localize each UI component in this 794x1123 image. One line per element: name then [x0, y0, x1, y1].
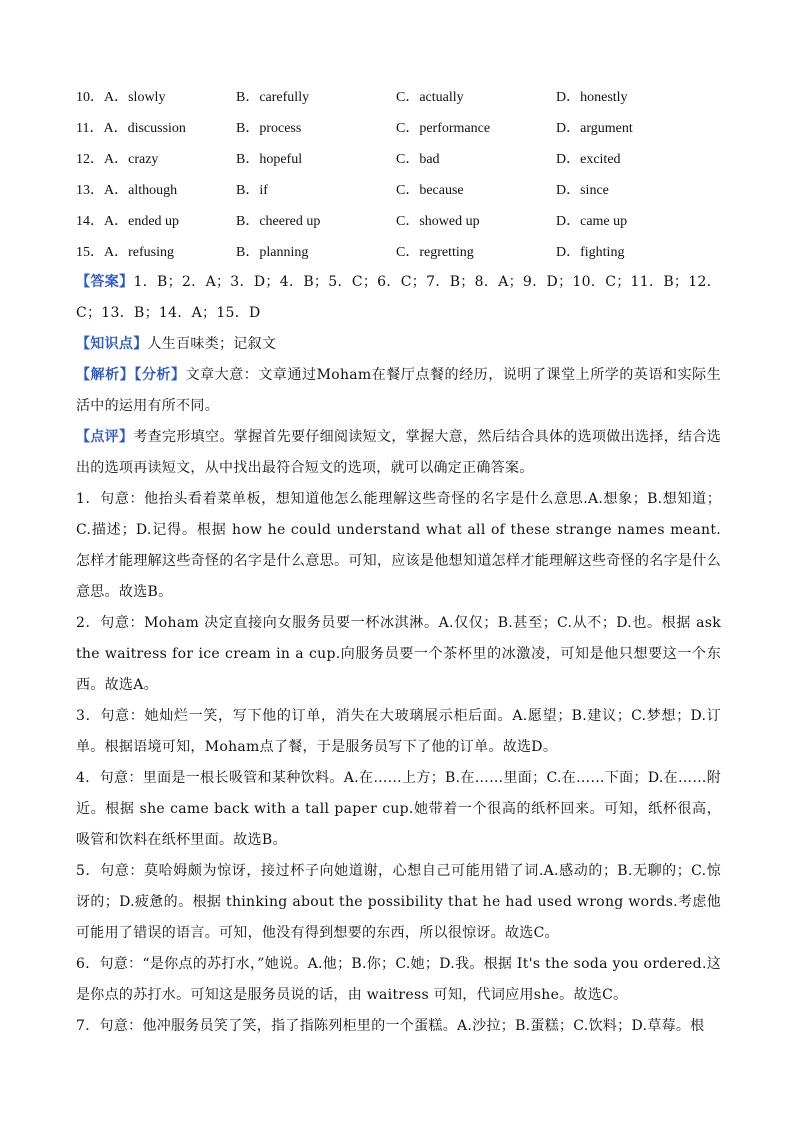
question-number: 12． [76, 151, 104, 167]
knowledge-text: 人生百味类；记叙文 [147, 336, 277, 352]
option-cell-with-number [76, 117, 236, 137]
analysis-text: 文章大意：文章通过Moham在餐厅点餐的经历，说明了课堂上所学的英语和实际生活中的运用有所不同。 [76, 367, 721, 414]
option-row [76, 204, 736, 235]
question-number: 10． [76, 89, 104, 105]
option-cell-with-number [76, 210, 236, 230]
option-b: B．hopeful [236, 151, 303, 167]
option-cell-with-number [76, 148, 236, 168]
answer-text: 1．B；2．A；3．D；4．B；5．C；6．C；7．B；8．A；9．D；10．C；11．B；12．C；13．B；14．A；15．D [76, 274, 722, 321]
option-a: A．discussion [103, 120, 186, 136]
option-c: C．performance [396, 120, 491, 136]
analysis-line [76, 360, 721, 422]
knowledge-tag: 【知识点】 [76, 336, 148, 352]
option-cell-with-number [76, 86, 236, 106]
option-d: D．fighting [556, 244, 625, 260]
option-b: B．process [236, 120, 302, 136]
option-a: A．refusing [104, 244, 174, 260]
option-c: C．showed up [396, 213, 480, 229]
option-b: B．if [236, 182, 268, 198]
answer-line [76, 267, 721, 329]
option-b: B．cheered up [236, 213, 321, 229]
option-c: C．actually [396, 89, 464, 105]
option-a: A．ended up [104, 213, 180, 229]
comment-line [76, 422, 721, 484]
comment-text: 考查完形填空。掌握首先要仔细阅读短文，掌握大意，然后结合具体的选项做出选择，结合选出的选项再读短文，从中找出最符合短文的选项，就可以确定正确答案。 [76, 429, 721, 476]
option-c: C．bad [396, 151, 440, 167]
comment-tag: 【点评】 [76, 429, 134, 445]
knowledge-line [76, 329, 721, 360]
option-row [76, 80, 736, 111]
option-list [76, 80, 736, 266]
option-cell-with-number [76, 179, 236, 199]
option-d: D．argument [556, 120, 633, 136]
explanation-item: 7．句意：他冲服务员笑了笑，指了指陈列柜里的一个蛋糕。A.沙拉；B.蛋糕；C.饮料；D.草莓。根 [76, 1018, 705, 1034]
explanation-item: 4．句意：里面是一根长吸管和某种饮料。A.在……上方；B.在……里面；C.在……下面；D.在……附近。根据 she came back with a tall paper cup.她带着一个很高的纸杯回来。可知，纸杯很高，吸管和饮料在纸杯里面。故选B。 [76, 770, 721, 848]
explanation-item: 6．句意：“是你点的苏打水，”她说。A.他；B.你；C.她；D.我。根据 It's the soda you ordered.这是你点的苏打水。可知这是服务员说的话，由 waitress 可知，代词应用she。故选C。 [76, 956, 721, 1003]
analysis-tag: 【解析】【分析】 [76, 367, 186, 383]
question-number: 15． [76, 244, 104, 260]
answer-explanation [76, 267, 721, 1042]
option-d: D．came up [556, 213, 628, 229]
option-c: C．regretting [396, 244, 474, 260]
explanation-item: 1．句意：他抬头看着菜单板，想知道他怎么能理解这些奇怪的名字是什么意思.A.想象；B.想知道；C.描述；D.记得。根据 how he could understand what all of these strange names meant.怎样才能理解这些奇怪的名字是什么意思。可知，应该是他想知道怎样才能理解这些奇怪的名字是什么意思。故选B。 [76, 491, 721, 600]
question-number: 14． [76, 213, 104, 229]
explanation-item: 2．句意：Moham 决定直接向女服务员要一杯冰淇淋。A.仅仅；B.甚至；C.从不；D.也。根据 ask the waitress for ice cream in a cup.向服务员要一个茶杯里的冰激凌，可知是他只想要这一个东西。故选A。 [76, 615, 721, 693]
option-b: B．carefully [236, 89, 310, 105]
option-row [76, 142, 736, 173]
option-row [76, 235, 736, 266]
option-d: D．excited [556, 151, 621, 167]
option-a: A．crazy [104, 151, 159, 167]
option-a: A．slowly [104, 89, 166, 105]
question-number: 11． [76, 120, 104, 136]
option-cell-with-number [76, 241, 236, 261]
answer-tag: 【答案】 [76, 274, 134, 290]
option-c: C．because [396, 182, 464, 198]
option-row [76, 111, 736, 142]
option-d: D．honestly [556, 89, 628, 105]
option-b: B．planning [236, 244, 309, 260]
question-number: 13． [76, 182, 104, 198]
explanation-item: 5．句意：莫哈姆颇为惊讶，接过杯子向她道谢，心想自己可能用错了词.A.感动的；B.无聊的；C.惊讶的；D.疲惫的。根据 thinking about the possibility that he had used wrong words.考虑他可能用了错误的语言。可知，他没有得到想要的东西，所以很惊讶。故选C。 [76, 863, 721, 941]
option-d: D．since [556, 182, 609, 198]
option-a: A．although [104, 182, 178, 198]
explanation-item: 3．句意：她灿烂一笑，写下他的订单，消失在大玻璃展示柜后面。A.愿望；B.建议；C.梦想；D.订单。根据语境可知，Moham点了餐，于是服务员写下了他的订单。故选D。 [76, 708, 721, 755]
option-row [76, 173, 736, 204]
